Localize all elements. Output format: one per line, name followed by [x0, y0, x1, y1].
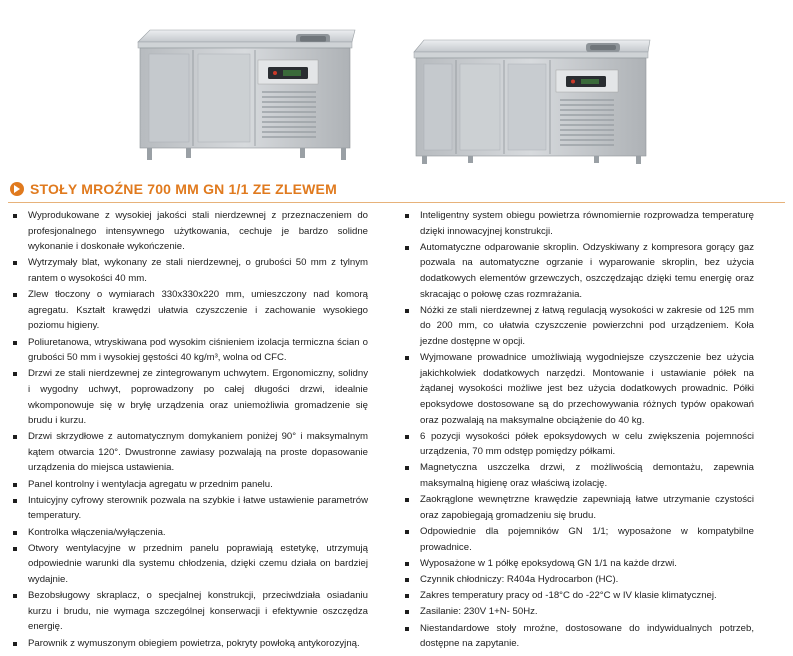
product-photos — [0, 0, 793, 165]
features-list-left — [10, 208, 368, 652]
list-item: Wytrzymały blat, wykonany ze stali nierdzewnej, o grubości 50 mm z tylnym rantem o wysokości 40 mm. — [10, 255, 368, 286]
features-list-right — [402, 208, 754, 652]
section-heading — [10, 178, 337, 200]
list-item: Inteligentny system obiegu powietrza równomiernie rozprowadza temperaturę dzięki innowacyjnej konstrukcji. — [402, 208, 754, 239]
list-item: Wyprodukowane z wysokiej jakości stali nierdzewnej z przeznaczeniem do profesjonalnego intensywnego użytkowania, cechuje je bardzo solidne wykonanie i doskonałe wykończenie. — [10, 208, 368, 255]
list-item: Poliuretanowa, wtryskiwana pod wysokim ciśnieniem izolacja termiczna ścian o grubości 50 mm i wysokiej gęstości 40 kg/m³, wolna od CFC. — [10, 335, 368, 366]
list-item: Zaokrąglone wewnętrzne krawędzie zapewniają łatwe utrzymanie czystości oraz zapobiegają gromadzeniu się brudu. — [402, 492, 754, 523]
orange-circle-arrow-icon — [10, 182, 24, 196]
list-item: Zasilanie: 230V 1+N- 50Hz. — [402, 604, 754, 620]
list-item: Drzwi ze stali nierdzewnej ze zintegrowanym uchwytem. Ergonomiczny, solidny i wygodny uchwyt, poprowadzony po całej długości drzwi, idealnie wkomponowuje się w bryłę urządzenia oraz uniemożliwia gromadzenie się brudu i kurzu. — [10, 366, 368, 428]
product-photo-2-door — [138, 30, 355, 160]
list-item: Intuicyjny cyfrowy sterownik pozwala na szybkie i łatwe ustawienie parametrów temperatury. — [10, 493, 368, 524]
list-item: Odpowiednie dla pojemników GN 1/1; wyposażone w kompatybilne prowadnice. — [402, 524, 754, 555]
list-item: Zlew tłoczony o wymiarach 330x330x220 mm, umieszczony nad komorą agregatu. Kształt krawędzi ułatwia czyszczenie i zachowanie wysokiego poziomu higieny. — [10, 287, 368, 334]
list-item: Niestandardowe stoły mroźne, dostosowane do indywidualnych potrzeb, dostępne na zapytanie. — [402, 621, 754, 652]
list-item: Parownik z wymuszonym obiegiem powietrza, pokryty powłoką antykorozyjną. — [10, 636, 368, 652]
list-item: Bezobsługowy skraplacz, o specjalnej konstrukcji, przeciwdziała osiadaniu kurzu i brudu, nie wymaga szczególnej konserwacji i efektywnie oszczędza energię. — [10, 588, 368, 635]
list-item: Nóżki ze stali nierdzewnej z łatwą regulacją wysokości w zakresie od 125 mm do 200 mm, co ułatwia czyszczenie powierzchni pod urządzeniem. Koła jezdne dostępne w opcji. — [402, 303, 754, 350]
list-item: Zakres temperatury pracy od -18°C do -22°C w IV klasie klimatycznej. — [402, 588, 754, 604]
page-title: STOŁY MROŹNE 700 MM GN 1/1 ZE ZLEWEM — [30, 181, 337, 197]
list-item: Otwory wentylacyjne w przednim panelu poprawiają estetykę, utrzymują odpowiednie warunki dla systemu chłodzenia, dzięki czemu działa on bardziej wydajnie. — [10, 541, 368, 588]
list-item: Wyposażone w 1 półkę epoksydową GN 1/1 na każde drzwi. — [402, 556, 754, 572]
heading-divider — [8, 202, 785, 203]
list-item: Magnetyczna uszczelka drzwi, z możliwością demontażu, zapewnia maksymalną higienę oraz właściwą izolację. — [402, 460, 754, 491]
list-item: Drzwi skrzydłowe z automatycznym domykaniem poniżej 90° i maksymalnym kątem otwarcia 120°. Dwustronne zawiasy pozwalają na proste dopasowanie urządzenia do miejsca ustawienia. — [10, 429, 368, 476]
product-photo-3-door — [414, 40, 650, 164]
list-item: Wyjmowane prowadnice umożliwiają wygodniejsze czyszczenie bez użycia jakichkolwiek dodatkowych narzędzi. Montowanie i ustawianie półek na żądanej wysokości możliwe jest bez użycia dodatkowych prowadnic. Półki epoksydowe dostosowane są do przechowywania różnych typów opakowań oraz pozwalają na maksymalne obciążenie do 40 kg. — [402, 350, 754, 428]
list-item: Panel kontrolny i wentylacja agregatu w przednim panelu. — [10, 477, 368, 493]
list-item: Kontrolka włączenia/wyłączenia. — [10, 525, 368, 541]
list-item: 6 pozycji wysokości półek epoksydowych w celu zwiększenia pojemności urządzenia, 70 mm odstęp pomiędzy półkami. — [402, 429, 754, 460]
list-item: Czynnik chłodniczy: R404a Hydrocarbon (HC). — [402, 572, 754, 588]
list-item: Automatyczne odparowanie skroplin. Odzyskiwany z kompresora gorący gaz pozwala na automatyczne ogrzanie i wyparowanie skroplin, bez użycia dodatkowych elementów grzewczych, oszczędzając dzięki temu energię oraz skracając o połowę czas rozmrażania. — [402, 240, 754, 302]
